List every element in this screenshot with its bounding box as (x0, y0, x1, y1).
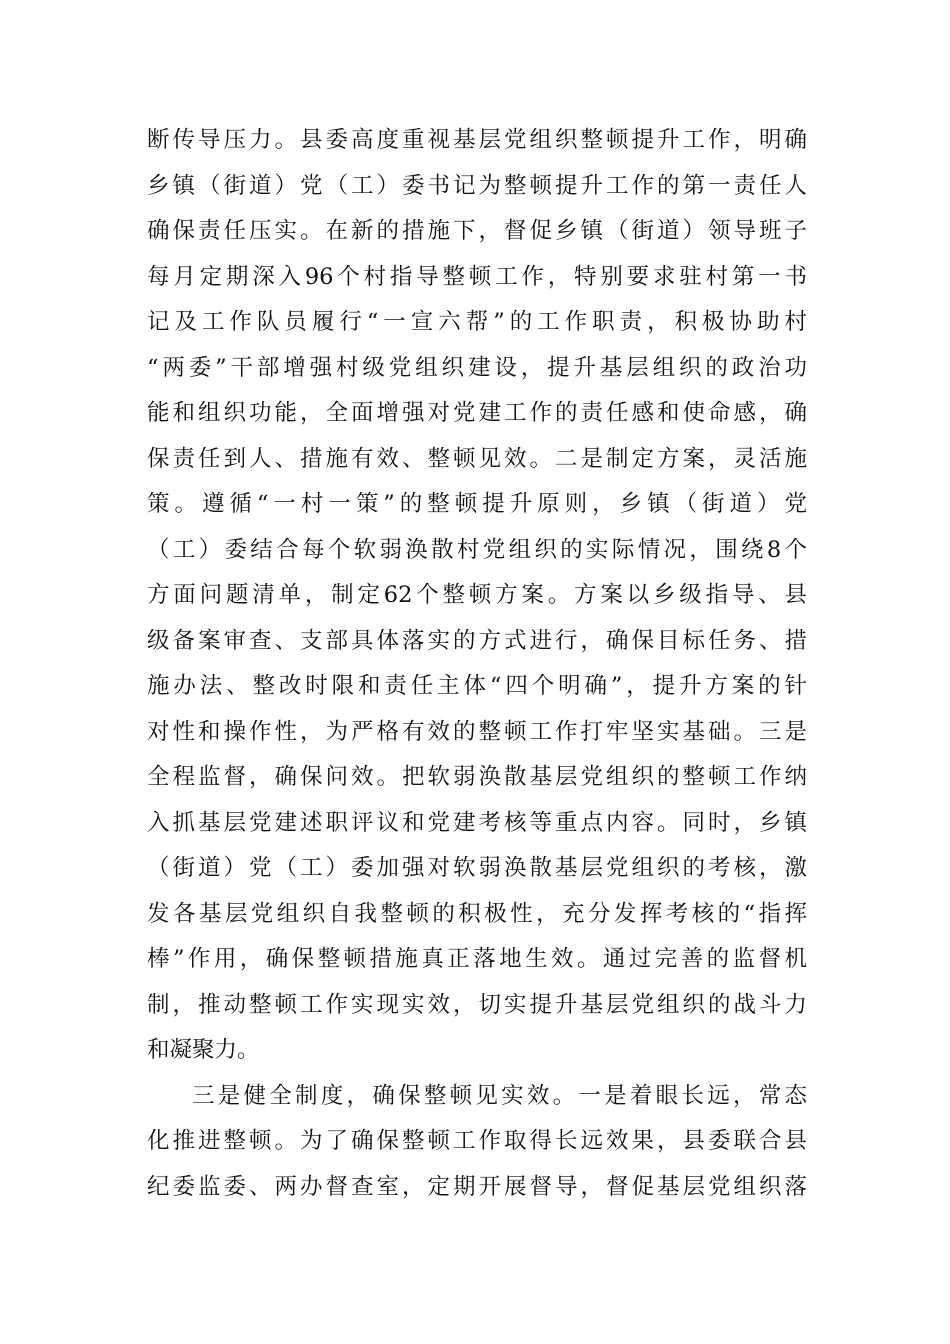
text-line: 发各基层党组织自我整顿的积极性，充分发挥考核的“指挥 (147, 900, 807, 927)
text-line: 施办法、整改时限和责任主体“四个明确”，提升方案的针 (147, 673, 807, 699)
text-line: 保责任到人、措施有效、整顿见效。二是制定方案，灵活施 (147, 445, 807, 472)
text-line: 方面问题清单，制定62个整顿方案。方案以乡级指导、县 (147, 582, 807, 608)
paragraph-end-line: 和凝聚力。 (147, 1037, 260, 1063)
text-line: 纪委监委、两办督查室，定期开展督导，督促基层党组织落 (147, 1173, 807, 1200)
text-line: 策。遵循“一村一策”的整顿提升原则，乡镇（街道）党 (147, 491, 807, 517)
text-line: “两委”干部增强村级党组织建设，提升基层组织的政治功 (147, 354, 807, 381)
text-line: 级备案审查、支部具体落实的方式进行，确保目标任务、措 (147, 627, 807, 654)
text-line: 化推进整顿。为了确保整顿工作取得长远效果，县委联合县 (147, 1128, 807, 1154)
text-line: 入抓基层党建述职评议和党建考核等重点内容。同时，乡镇 (147, 809, 807, 836)
paragraph-start-line: 三是健全制度，确保整顿见实效。一是着眼长远，常态 (192, 1082, 807, 1109)
text-line: 能和组织功能，全面增强对党建工作的责任感和使命感，确 (147, 400, 807, 426)
text-line: 确保责任压实。在新的措施下，督促乡镇（街道）领导班子 (147, 218, 807, 244)
text-line: 制，推动整顿工作实现实效，切实提升基层党组织的战斗力 (147, 991, 807, 1018)
text-line: 对性和操作性，为严格有效的整顿工作打牢坚实基础。三是 (147, 718, 807, 745)
body-text (147, 118, 807, 1210)
text-line: 每月定期深入96个村指导整顿工作，特别要求驻村第一书 (147, 263, 807, 290)
text-line: 记及工作队员履行“一宣六帮”的工作职责，积极协助村 (147, 309, 807, 335)
text-line: 全程监督，确保问效。把软弱涣散基层党组织的整顿工作纳 (147, 764, 807, 790)
text-line: 乡镇（街道）党（工）委书记为整顿提升工作的第一责任人 (147, 172, 807, 199)
text-line: （工）委结合每个软弱涣散村党组织的实际情况，围绕8个 (147, 536, 807, 563)
text-line: 断传导压力。县委高度重视基层党组织整顿提升工作，明确 (147, 127, 807, 153)
text-line: 棒”作用，确保整顿措施真正落地生效。通过完善的监督机 (147, 946, 807, 972)
text-line: （街道）党（工）委加强对软弱涣散基层党组织的考核，激 (147, 855, 807, 881)
